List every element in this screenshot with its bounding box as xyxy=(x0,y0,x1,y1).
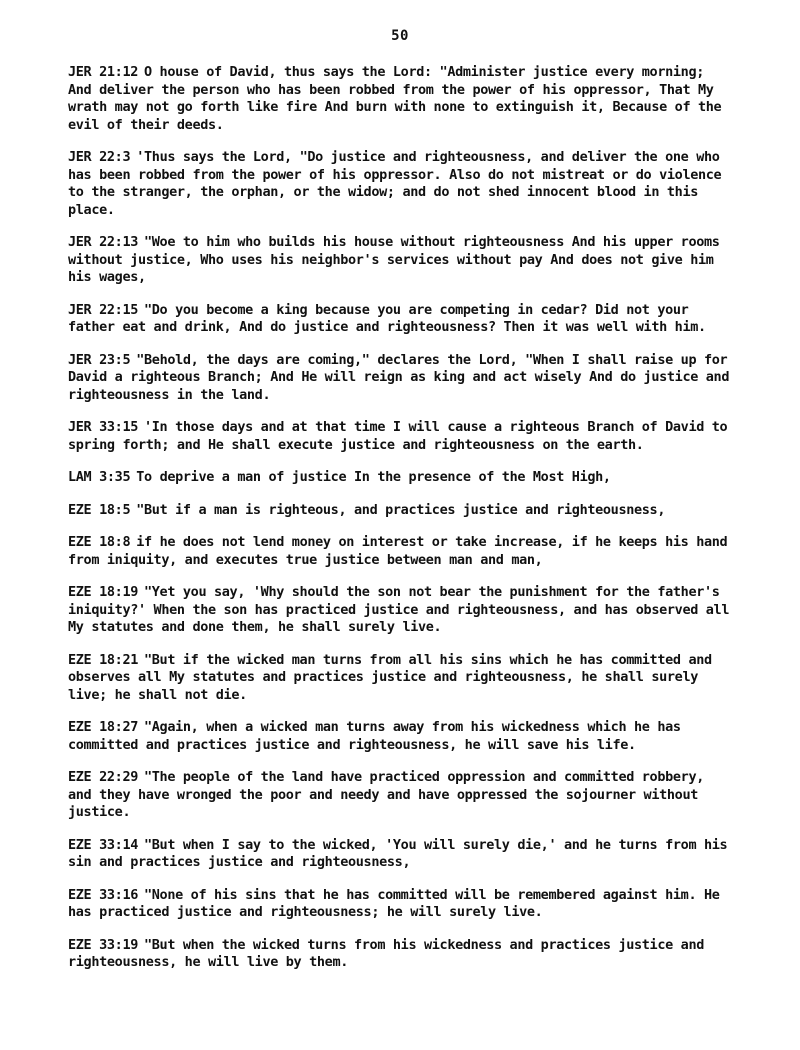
verse-reference: EZE 33:19 xyxy=(68,936,138,953)
verse-text: "But when the wicked turns from his wickedness and practices justice and righteousness, he will live by them. xyxy=(68,936,704,970)
verse-text: O house of David, thus says the Lord: "Administer justice every morning; And deliver the person who has been robbed from the power of his oppressor, That My wrath may not go forth like fire And burn with none to extinguish it, Because of the evil of their deeds. xyxy=(68,64,722,133)
verse-entry xyxy=(68,419,733,454)
verse-entry xyxy=(68,469,733,487)
verse-text: To deprive a man of justice In the presence of the Most High, xyxy=(136,469,611,485)
verse-reference: EZE 22:29 xyxy=(68,769,138,785)
verse-reference: EZE 18:8 xyxy=(68,534,131,550)
verse-text: "The people of the land have practiced oppression and committed robbery, and they have wronged the poor and needy and have oppressed the sojourner without justice. xyxy=(68,769,704,820)
verse-text: "Yet you say, 'Why should the son not bear the punishment for the father's iniquity?' When the son has practiced justice and righteousness, and has observed all My statutes and done them, he shall surely live. xyxy=(68,584,730,635)
verse-text: "Again, when a wicked man turns away from his wickedness which he has committed and practices justice and righteousness, he will save his life. xyxy=(68,719,681,753)
verse-text: "Behold, the days are coming," declares the Lord, "When I shall raise up for David a righteous Branch; And He will reign as king and act wisely And do justice and righteousness in the land. xyxy=(68,351,730,403)
verse-text: "None of his sins that he has committed will be remembered against him. He has practiced justice and righteousness; he will surely live. xyxy=(68,886,720,920)
verse-entry xyxy=(68,887,733,922)
verse-text: "Do you become a king because you are competing in cedar? Did not your father eat and drink, And do justice and righteousness? Then it was well with him. xyxy=(68,301,706,335)
verse-reference: JER 22:15 xyxy=(68,301,138,318)
verse-reference: JER 23:5 xyxy=(68,351,131,368)
verse-entry xyxy=(68,502,733,520)
verse-entry xyxy=(68,719,733,754)
verse-reference: EZE 33:14 xyxy=(68,836,138,853)
verse-reference: EZE 18:21 xyxy=(68,651,138,668)
verse-text: "But when I say to the wicked, 'You will surely die,' and he turns from his sin and practices justice and righteousness, xyxy=(68,836,728,870)
verse-reference: JER 33:15 xyxy=(68,419,138,435)
verse-text: if he does not lend money on interest or take increase, if he keeps his hand from iniquity, and executes true justice between man and man, xyxy=(68,534,728,568)
verse-entry xyxy=(68,584,733,637)
verse-entry xyxy=(68,837,733,872)
verse-entry xyxy=(68,937,733,972)
verse-reference: LAM 3:35 xyxy=(68,469,131,485)
verse-entry xyxy=(68,302,733,337)
verse-reference: EZE 33:16 xyxy=(68,886,138,903)
verse-entry xyxy=(68,64,733,134)
verse-reference: EZE 18:5 xyxy=(68,501,131,518)
verse-reference: JER 21:12 xyxy=(68,64,138,80)
verse-text: 'In those days and at that time I will cause a righteous Branch of David to spring forth; and He shall execute justice and righteousness on the earth. xyxy=(68,419,728,453)
verse-reference: EZE 18:27 xyxy=(68,719,138,735)
verse-entry xyxy=(68,149,733,219)
verse-text: "Woe to him who builds his house without righteousness And his upper rooms without justice, Who uses his neighbor's services without pay And does not give him his wages, xyxy=(68,234,720,285)
verse-text: "But if a man is righteous, and practices justice and righteousness, xyxy=(136,501,666,518)
verse-list xyxy=(68,64,733,987)
verse-text: 'Thus says the Lord, "Do justice and righteousness, and deliver the one who has been robbed from the power of his oppressor. Also do not mistreat or do violence to the stranger, the orphan, or the widow; and do not shed innocent blood in this place. xyxy=(68,149,722,218)
verse-reference: EZE 18:19 xyxy=(68,584,138,600)
verse-entry xyxy=(68,534,733,569)
verse-reference: JER 22:3 xyxy=(68,149,131,165)
verse-reference: JER 22:13 xyxy=(68,234,138,250)
verse-text: "But if the wicked man turns from all his sins which he has committed and observes all My statutes and practices justice and righteousness, he shall surely live; he shall not die. xyxy=(68,651,712,703)
verse-entry xyxy=(68,234,733,287)
verse-entry xyxy=(68,652,733,705)
page-number: 50 xyxy=(391,28,409,44)
verse-entry xyxy=(68,769,733,822)
verse-entry xyxy=(68,352,733,405)
